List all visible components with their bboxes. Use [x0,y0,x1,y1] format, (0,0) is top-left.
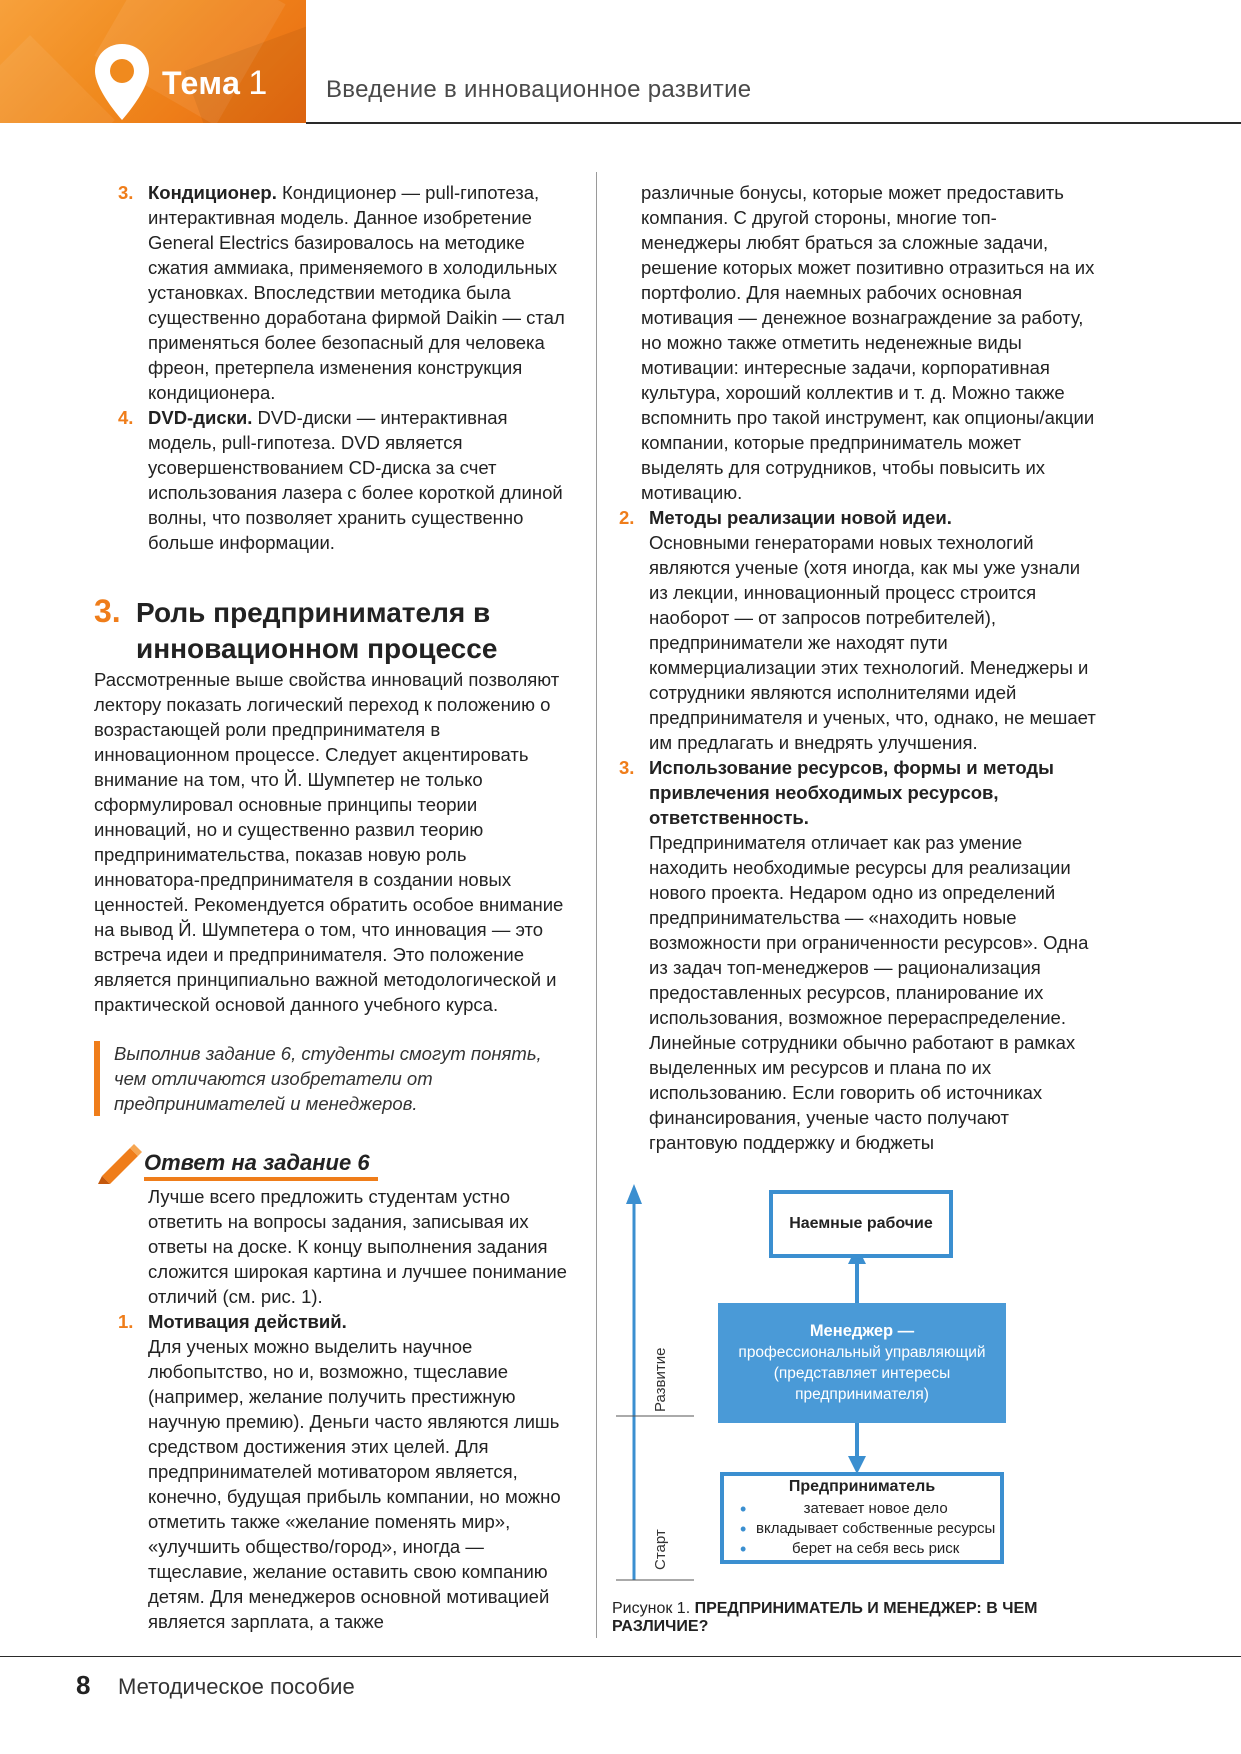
header-rule [306,122,1241,124]
list-number: 3. [619,757,635,778]
box-manager [718,1303,1006,1423]
caption-prefix: Рисунок 1. [612,1600,691,1617]
list-item [94,405,574,555]
list-number: 2. [619,507,635,528]
section-paragraph: Рассмотренные выше свойства инноваций позволяют лектору показать логический переход к положению о возрастающей роли предпринимателя в инновационном процессе. Следует акцентировать внимание на том, что Й. Шумпетер не только сформулировал основные принципы теории инноваций, но и существенно развил теорию предпринимательства, показав новую роль инноватора-предпринимателя в создании новых ценностей. Рекомендуется обратить особое внимание на вывод Й. Шумпетера о том, что инновация — это встреча идеи и предпринимателя. Это положение является принципиально важной методологической и практической основой данного учебного курса. [94,669,564,1015]
list-number: 1. [118,1311,134,1332]
footer-rule [0,1656,1241,1657]
list-item: • вкладывает собственные ресурсы [740,1519,995,1539]
box-label: Наемные рабочие [789,1215,933,1232]
topic-word: Тема [162,65,241,101]
entrepreneur-list [740,1499,995,1559]
list-item-text: DVD-диски — интерактивная модель, pull-гипотеза. DVD является усовершенствованием CD-диска за счет использования лазера с более короткой длиной волны, что позволяет хранить существенно больше информации. [148,407,563,553]
header-title: Введение в инновационное развитие [326,76,752,103]
figure-caption [612,1600,1132,1636]
box-hired-workers [769,1190,953,1258]
axis-label-development: Развитие [652,1347,669,1412]
topic-number: 1 [248,64,268,102]
list-item [94,180,574,405]
list-number: 4. [118,407,134,428]
answer-intro: Лучше всего предложить студентам устно ответить на вопросы задания, записывая их ответы на доске. К концу выполнения задания сложится широкая картина и лучшее понимание отличий (см. рис. 1). [148,1186,567,1307]
answer-heading [94,1140,574,1184]
box-entrepreneur [720,1472,1004,1564]
list-item: • затевает новое дело [740,1499,995,1519]
section-number: 3. [94,593,121,629]
list-item-text: Для ученых можно выделить научное любопытство, но и, возможно, тщеславие (например, желание получить престижную научную премию). Деньги часто являются лишь средством достижения этих целей. Для предпринимателей мотиватором является, конечно, будущая прибыль компании, но можно отметить также «желание поменять мир», «улучшить общество/город», иногда — тщеславие, желание оставить свою компанию детям. Для менеджеров основной мотивацией является зарплата, а также [148,1336,561,1632]
pencil-icon [94,1140,148,1184]
list-item: • берет на себя весь риск [740,1539,995,1559]
list-item-title: DVD-диски. [148,407,253,428]
list-item-text: Кондиционер — pull-гипотеза, интерактивная модель. Данное изобретение General Electrics базировалось на методике сжатия аммиака, применяемого в холодильных установках. Впоследствии методика была существенно доработана фирмой Daikin — стал применяться более безопасный для человека фреон, претерпела изменения конструкция кондиционера. [148,182,565,403]
section-title: Роль предпринимателя в инновационном процессе [136,597,498,664]
list-item [94,1309,574,1634]
caption-title: ПРЕДПРИНИМАТЕЛЬ И МЕНЕДЖЕР: В ЧЕМ РАЗЛИЧИЕ? [612,1600,1038,1635]
location-pin-icon [92,42,152,122]
continuation-paragraph: различные бонусы, которые может предоставить компания. С другой стороны, многие топ-менеджеры любят браться за сложные задачи, решение которых может позитивно отразиться на их портфолио. Для наемных рабочих основная мотивация — денежное вознаграждение за работу, но можно также отметить неденежные виды мотивации: интересные задачи, корпоративная культура, хороший коллектив и т. д. Можно также вспомнить про такой инструмент, как опционы/акции компании, которые предприниматель может выделять для сотрудников, чтобы повысить их мотивацию. [641,182,1095,503]
list-item-text: Основными генераторами новых технологий являются ученые (хотя иногда, как мы уже узнали из лекции, инновационный процесс строится наоборот — от запросов потребителей), предприниматели же находят пути коммерциализации этих технологий. Менеджеры и сотрудники являются исполнителями идей предпринимателя и ученых, что, однако, не мешает им предлагать и внедрять улучшения. [649,532,1096,753]
axis-arrow-icon [626,1184,642,1204]
figure-diagram [612,1180,1132,1635]
list-item [595,505,1096,755]
box-text: профессиональный управляющий (представляет интересы предпринимателя) [738,1344,986,1403]
list-number: 3. [118,182,134,203]
box-title: Менеджер — [809,1322,915,1340]
list-item-title: Методы реализации новой идеи. [649,507,952,528]
header-band [0,0,306,123]
left-column [94,180,574,1634]
list-item-text: Предпринимателя отличает как раз умение находить необходимые ресурсы для реализации нового проекта. Недаром одно из определений предпринимательства — «находить новые возможности при ограниченности ресурсов». Одна из задач топ-менеджеров — рационализация предоставленных ресурсов, планирование их использования, возможное перераспределение. Линейные сотрудники обычно работают в рамках выделенных им ресурсов и плана по их использованию. Если говорить об источниках финансирования, ученые часто получают грантовую поддержку и бюджеты [649,832,1089,1153]
answer-title: Ответ на задание 6 [144,1150,378,1181]
topic-label [162,64,268,103]
box-title: Предприниматель [788,1478,936,1495]
task-callout: Выполнив задание 6, студенты смогут понять, чем отличаются изобретатели от предпринимателей и менеджеров. [94,1041,574,1116]
footer-title: Методическое пособие [118,1674,355,1699]
right-column [619,180,1096,1155]
list-item [595,755,1096,1155]
page-number: 8 [76,1670,91,1700]
axis-label-start: Старт [652,1529,669,1570]
list-item-title: Мотивация действий. [148,1311,347,1332]
list-item-title: Кондиционер. [148,182,277,203]
list-item-title: Использование ресурсов, формы и методы привлечения необходимых ресурсов, ответственность. [649,757,1054,828]
section-heading [94,595,574,667]
